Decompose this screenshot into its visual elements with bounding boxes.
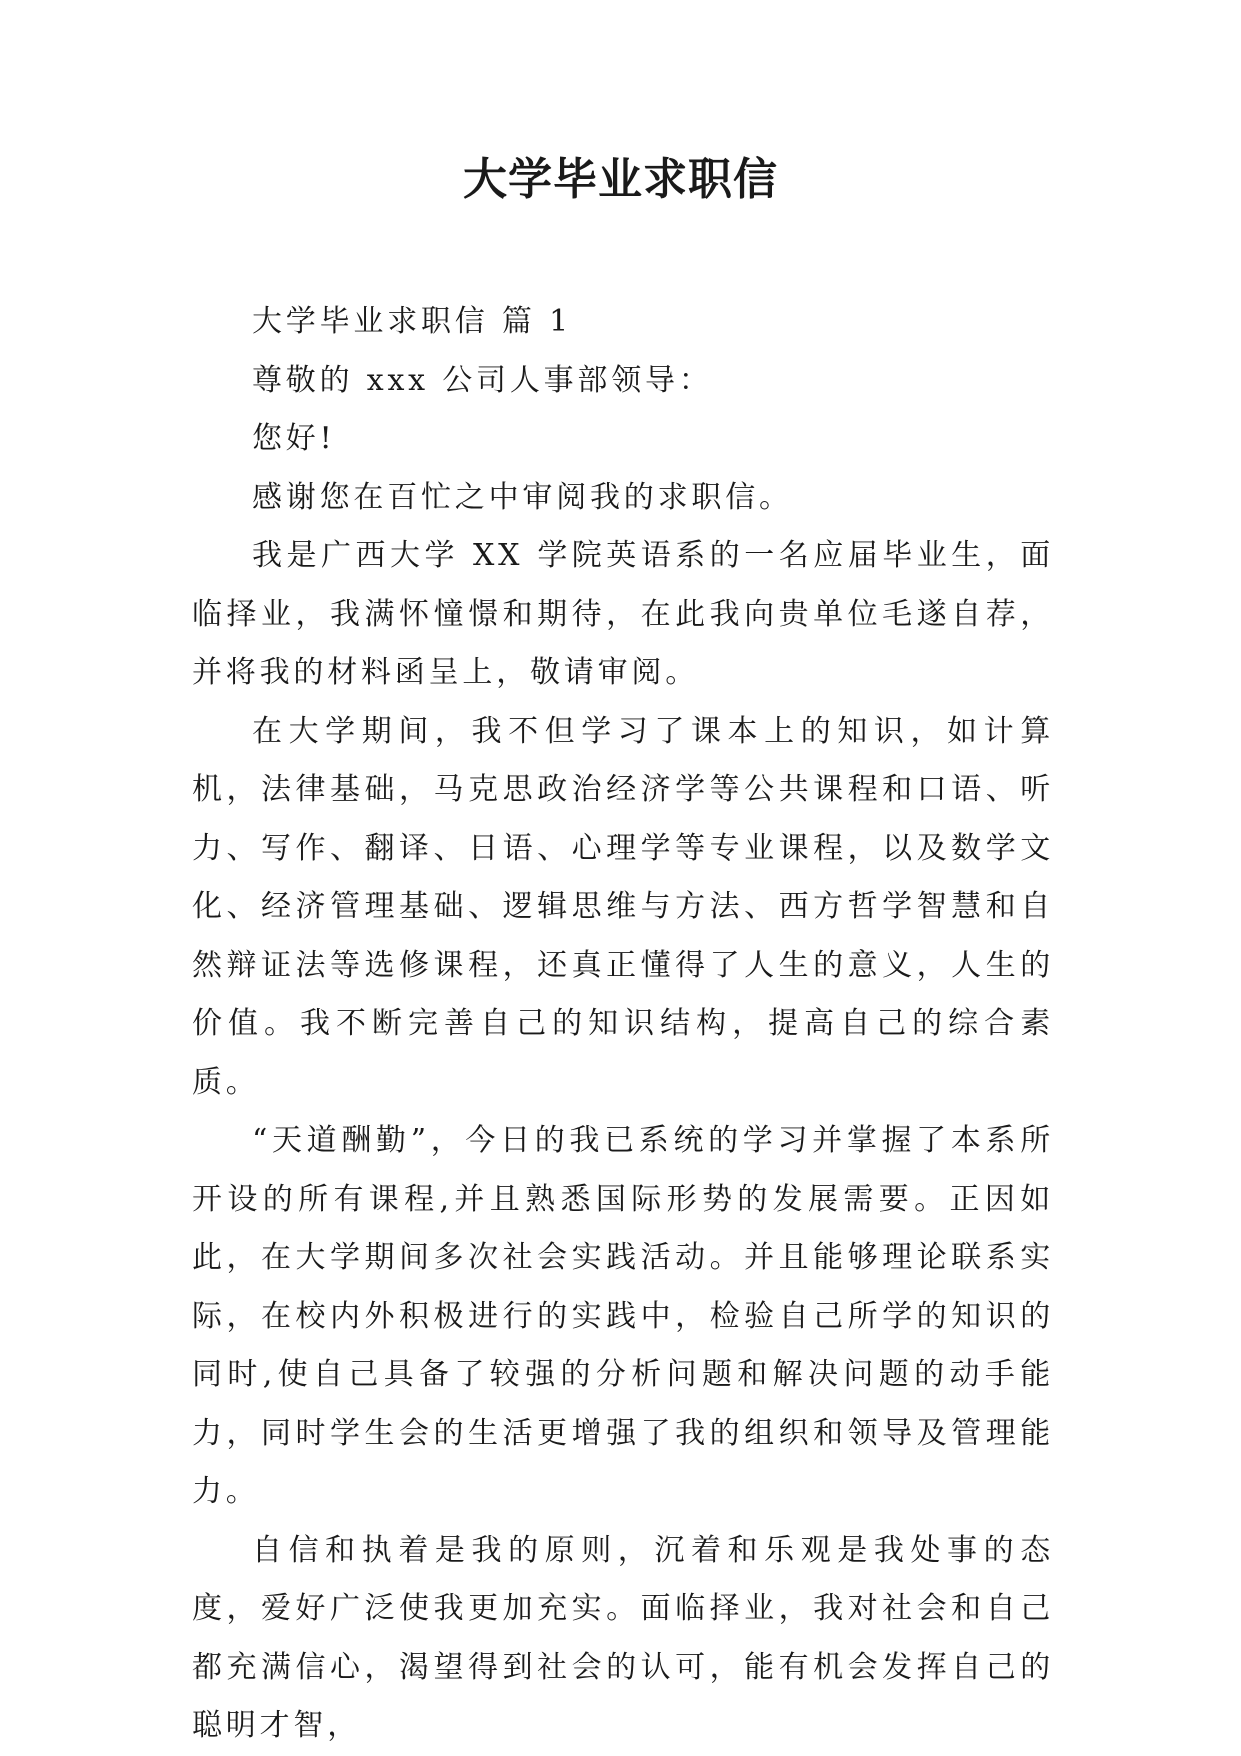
greeting: 您好!	[252, 421, 336, 456]
body-paragraph: 感谢您在百忙之中审阅我的求职信。	[252, 479, 793, 515]
body-paragraph: “天道酬勤”，今日的我已系统的学习并掌握了本系所开设的所有课程,并且熟悉国际形势的发展需要。正因如此，在大学期间多次社会实践活动。并且能够理论联系实际，在校内外积极进行的实践中，检验自己所学的知识的同时,使自己具备了较强的分析问题和解决问题的动手能力，同时学生会的生活更增强了我的组织和领导及管理能力。	[192, 1123, 1054, 1509]
section-heading: 大学毕业求职信 篇 1	[252, 304, 572, 339]
body-paragraph: 在大学期间，我不但学习了课本上的知识，如计算机，法律基础，马克思政治经济学等公共课程和口语、听力、写作、翻译、日语、心理学等专业课程，以及数学文化、经济管理基础、逻辑思维与方法、西方哲学智慧和自然辩证法等选修课程，还真正懂得了人生的意义，人生的价值。我不断完善自己的知识结构，提高自己的综合素质。	[192, 713, 1054, 1100]
document-title: 大学毕业求职信	[463, 154, 778, 205]
salutation: 尊敬的 xxx 公司人事部领导：	[252, 362, 713, 398]
body-paragraph: 我是广西大学 XX 学院英语系的一名应届毕业生，面临择业，我满怀憧憬和期待，在此我向贵单位毛遂自荐，并将我的材料函呈上，敬请审阅。	[192, 538, 1054, 690]
document-body	[192, 293, 1054, 1756]
body-paragraph: 自信和执着是我的原则，沉着和乐观是我处事的态度，爱好广泛使我更加充实。面临择业，我对社会和自己都充满信心，渴望得到社会的认可，能有机会发挥自己的聪明才智，	[192, 1532, 1054, 1743]
